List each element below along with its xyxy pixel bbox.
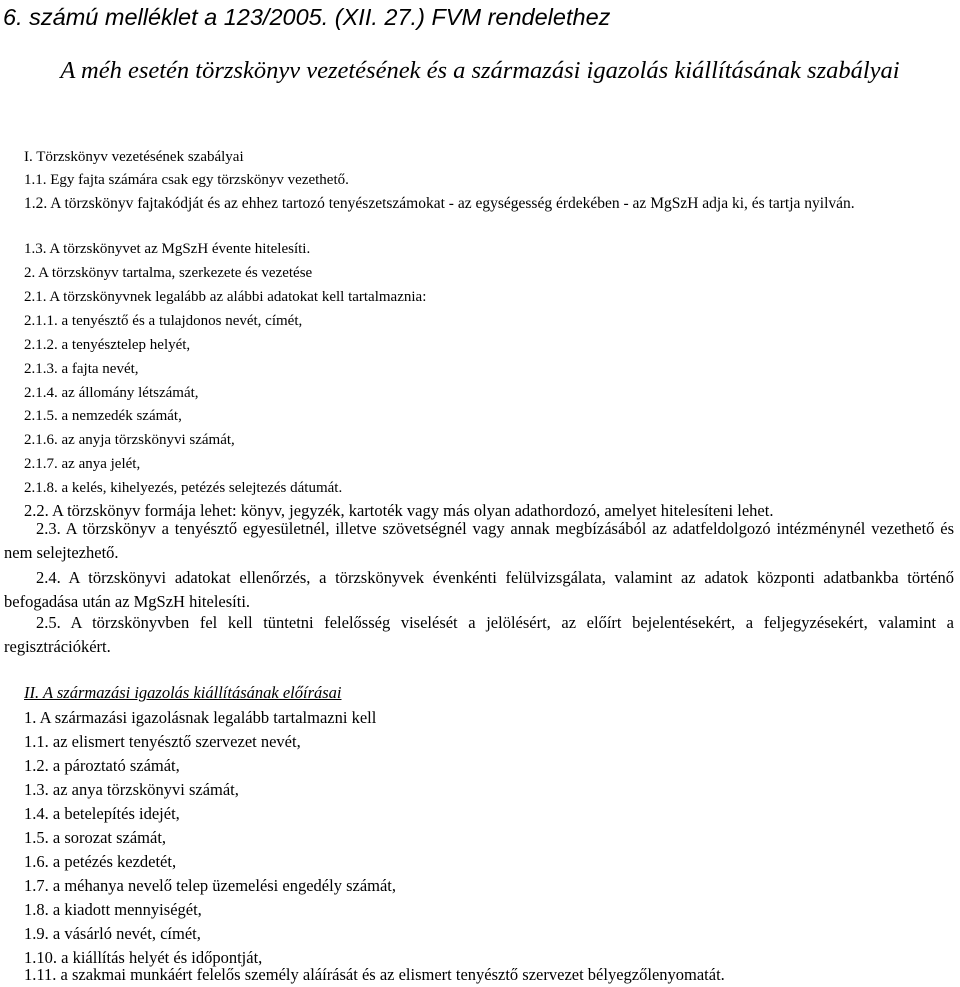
para-2-3: 2.3. A törzskönyv a tenyésztő egyesületnél, illetve szövetségnél vagy annak megbízásából az adatfeldolgozó intézménynél vezethető és nem selejtezhető. (4, 519, 954, 562)
list-item: 1.7. a méhanya nevelő telep üzemelési engedély számát, (24, 876, 397, 895)
list-item: 1.1. az elismert tenyésztő szervezet nevét, (24, 732, 301, 751)
list-item: 1.3. az anya törzskönyvi számát, (24, 780, 239, 799)
para-2-1: 2.1. A törzskönyvnek legalább az alábbi adatokat kell tartalmaznia: (24, 289, 427, 305)
section-1-title: I. Törzskönyv vezetésének szabályai (24, 149, 244, 165)
para-1-3: 1.3. A törzskönyvet az MgSzH évente hitelesíti. (24, 241, 311, 257)
list-item: 1.6. a petézés kezdetét, (24, 852, 177, 871)
para-2: 2. A törzskönyv tartalma, szerkezete és vezetése (24, 265, 313, 281)
list-item: 1.4. a betelepítés idejét, (24, 804, 180, 823)
list-item: 2.1.3. a fajta nevét, (24, 361, 139, 377)
para-2-5: 2.5. A törzskönyvben fel kell tüntetni felelősség viselését a jelölésért, az előírt bejelentésekért, a feljegyzésekért, valamint a regisztrációkért. (4, 613, 954, 656)
list-item: 1.11. a szakmai munkáért felelős személy aláírását és az elismert tenyésztő szervezet bélyegzőlenyomatát. (24, 965, 725, 984)
section-2-title: II. A származási igazolás kiállításának előírásai (24, 683, 342, 702)
list-item: 2.1.2. a tenyésztelep helyét, (24, 337, 191, 353)
list-item: 1.2. a pároztató számát, (24, 756, 180, 775)
list-item: 2.1.4. az állomány létszámát, (24, 385, 199, 401)
list-item: 1.9. a vásárló nevét, címét, (24, 924, 201, 943)
list-item: 1.10. a kiállítás helyét és időpontját, (24, 948, 263, 967)
annex-heading: 6. számú melléklet a 123/2005. (XII. 27.) FVM rendelethez (3, 4, 611, 30)
para-2-4: 2.4. A törzskönyvi adatokat ellenőrzés, a törzskönyvek évenkénti felülvizsgálata, valamint az adatok központi adatbankba történő befogadása után az MgSzH hitelesíti. (4, 568, 954, 611)
para-ii-1: 1. A származási igazolásnak legalább tartalmazni kell (24, 708, 377, 727)
list-item: 2.1.7. az anya jelét, (24, 456, 141, 472)
para-1-2: 1.2. A törzskönyv fajtakódját és az ehhez tartozó tenyészetszámokat - az egységesség érdekében - az MgSzH adja ki, és tartja nyilván. (24, 195, 855, 212)
list-item: 2.1.1. a tenyésztő és a tulajdonos nevét, címét, (24, 313, 303, 329)
list-item: 1.5. a sorozat számát, (24, 828, 167, 847)
list-item: 1.8. a kiadott mennyiségét, (24, 900, 202, 919)
list-item: 2.1.5. a nemzedék számát, (24, 408, 182, 424)
list-item: 2.1.6. az anyja törzskönyvi számát, (24, 432, 235, 448)
para-1-1: 1.1. Egy fajta számára csak egy törzskönyv vezethető. (24, 172, 349, 188)
para-2-2: 2.2. A törzskönyv formája lehet: könyv, jegyzék, kartoték vagy más olyan adathordozó, amelyet hitelesíteni lehet. (24, 501, 774, 520)
document-title: A méh esetén törzskönyv vezetésének és a származási igazolás kiállításának szabályai (60, 57, 900, 84)
list-item: 2.1.8. a kelés, kihelyezés, petézés selejtezés dátumát. (24, 480, 343, 496)
